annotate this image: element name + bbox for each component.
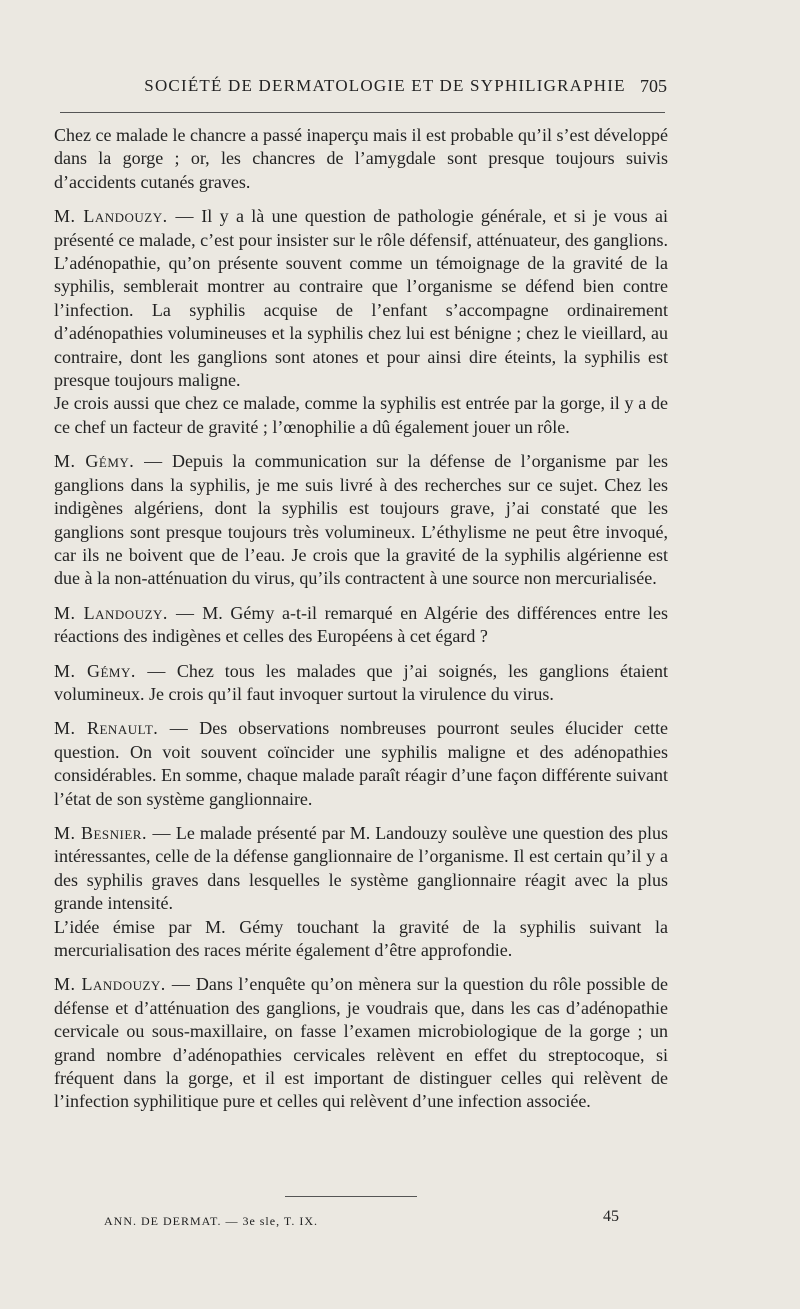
speaker: M. Renault. — — [54, 718, 189, 739]
paragraph: M. Landouzy. — M. Gémy a-t-il remarqué en Algérie des différences entre les réactions des indigènes et celles des Européens à cet égard ? — [54, 602, 668, 647]
header-rule — [60, 112, 665, 113]
running-title: SOCIÉTÉ DE DERMATOLOGIE ET DE SYPHILIGRAPHIE — [144, 76, 626, 95]
paragraph: L’idée émise par M. Gémy touchant la gravité de la syphilis suivant la mercurialisation des races mérite également d’être approfondie. — [54, 916, 668, 960]
body-text — [54, 124, 668, 1114]
speaker: M. Landouzy. — — [54, 602, 195, 623]
paragraph: M. Renault. — Des observations nombreuses pourront seules élucider cette question. On voit souvent coïncider une syphilis maligne et des adénopathies considérables. En somme, chaque malade paraît réagir d’une façon différente suivant l’état de son système ganglionnaire. — [54, 718, 668, 809]
footer-rule — [285, 1196, 417, 1197]
paragraph: Chez ce malade le chancre a passé inaperçu mais il est probable qu’il s’est développé dans la gorge ; or, les chancres de l’amygdale sont presque toujours suivis d’accidents cutanés graves. — [54, 125, 668, 192]
journal-reference: ANN. DE DERMAT. — 3e sle, T. IX. — [104, 1214, 318, 1228]
speaker: M. Gémy. — — [54, 660, 166, 681]
paragraph: M. Landouzy. — Dans l’enquête qu’on mènera sur la question du rôle possible de défense et d’atténuation des ganglions, je voudrais que, dans les cas d’adénopathie cervicale ou sous-maxillaire, on fasse l’examen microbiologique de la gorge ; un grand nombre d’adénopathies cervicales relèvent en effet du streptocoque, si fréquent dans la gorge, et il est important de distinguer celles qui relèvent de l’infection syphilitique pure et celles qui relèvent d’une infection associée. — [54, 974, 668, 1112]
paragraph: M. Gémy. — Depuis la communication sur la défense de l’organisme par les ganglions dans la syphilis, je me suis livré à des recherches sur ce sujet. Chez les indigènes algériens, dont la syphilis est toujours grave, j’ai constaté que les ganglions sont presque toujours très volumineux. L’éthylisme ne peut être invoqué, car ils ne boivent que de l’eau. Je crois que la gravité de la syphilis algérienne est due à la non-atténuation du virus, qu’ils contractent à une source non mercurialisée. — [54, 451, 668, 589]
paragraph: M. Landouzy. — Il y a là une question de pathologie générale, et si je vous ai présenté ce malade, c’est pour insister sur le rôle défensif, atténuateur, des ganglions. L’adénopathie, qu’on présente souvent comme un témoignage de la gravité de la syphilis, semblerait montrer au contraire que l’organisme se défend bien contre l’infection. La syphilis acquise de l’enfant s’accompagne ordinairement d’adénopathies volumineuses et la syphilis chez lui est bénigne ; chez le vieillard, au contraire, dont les ganglions sont atones et pour ainsi dire éteints, la syphilis est presque toujours maligne. — [54, 206, 668, 391]
paragraph: M. Besnier. — Le malade présenté par M. Landouzy soulève une question des plus intéressantes, celle de la défense ganglionnaire de l’organisme. Il est certain qu’il y a des syphilis graves dans lesquelles le système ganglionnaire réagit avec la plus grande intensité. — [54, 822, 668, 914]
speaker: M. Besnier. — — [54, 822, 171, 843]
paragraph: Je crois aussi que chez ce malade, comme la syphilis est entrée par la gorge, il y a de ce chef un facteur de gravité ; l’œnophilie a dû également jouer un rôle. — [54, 393, 668, 437]
running-head — [55, 76, 667, 96]
page-number: 705 — [640, 76, 667, 96]
speaker: M. Landouzy. — — [54, 206, 194, 227]
signature-mark: 45 — [603, 1208, 619, 1225]
speaker: M. Gémy. — — [54, 451, 163, 472]
page-footer — [104, 1208, 619, 1229]
paragraph: M. Gémy. — Chez tous les malades que j’ai soignés, les ganglions étaient volumineux. Je crois qu’il faut invoquer surtout la virulence du virus. — [54, 660, 668, 704]
speaker: M. Landouzy. — — [54, 974, 191, 995]
